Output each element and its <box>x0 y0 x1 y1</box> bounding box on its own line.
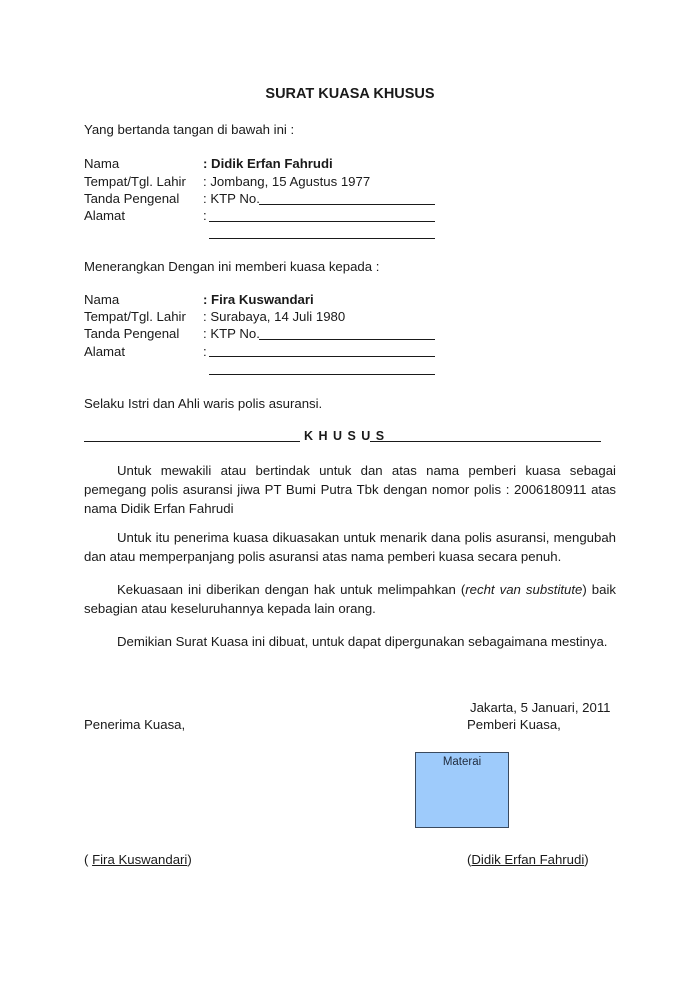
divider-label: K H U S U S <box>304 429 386 443</box>
grantee-signature-label: Penerima Kuasa, <box>84 717 186 732</box>
paragraph-4 <box>84 632 616 651</box>
grantor-id-blank[interactable] <box>259 204 435 205</box>
grantor-signature-name <box>467 851 589 868</box>
stamp-box <box>415 752 509 828</box>
grantee-id-label: Tanda Pengenal <box>84 326 180 341</box>
grantee-birth-label: Tempat/Tgl. Lahir <box>84 309 186 324</box>
grantee-address-colon: : <box>203 344 207 359</box>
grantor-birth-value: : Jombang, 15 Agustus 1977 <box>203 174 371 189</box>
grantor-id-label: Tanda Pengenal <box>84 191 180 206</box>
grantor-birth-label: Tempat/Tgl. Lahir <box>84 174 186 189</box>
grantee-address-label: Alamat <box>84 344 126 359</box>
grantee-name-value: : Fira Kuswandari <box>203 292 314 307</box>
grantor-name-label: Nama <box>84 156 120 171</box>
grantor-name-underlined: Didik Erfan Fahrudi <box>471 852 585 867</box>
grantor-address-blank-1[interactable] <box>209 221 435 222</box>
divider-line-right <box>370 441 601 442</box>
paragraph-2 <box>84 528 616 566</box>
grantee-name-underlined: Fira Kuswandari <box>92 852 188 867</box>
stamp-label: Materai <box>442 756 482 768</box>
grantee-id-value: : KTP No. <box>203 326 260 341</box>
grantor-address-colon: : <box>203 208 207 223</box>
document-title: SURAT KUASA KHUSUS <box>265 86 435 102</box>
grantee-signature-name <box>84 851 192 868</box>
paragraph-1 <box>84 461 616 518</box>
divider-line-left <box>84 441 300 442</box>
grantee-id-blank[interactable] <box>259 339 435 340</box>
grantor-address-blank-2[interactable] <box>209 238 435 239</box>
paren-close: ) <box>584 852 589 867</box>
place-date: Jakarta, 5 Januari, 2011 <box>470 700 611 715</box>
grantee-name-label: Nama <box>84 292 120 307</box>
grantee-address-blank-2[interactable] <box>209 374 435 375</box>
paragraph-3-text-before: Kekuasaan ini diberikan dengan hak untuk melimpahkan ( <box>117 582 466 597</box>
middle-intro-text: Menerangkan Dengan ini memberi kuasa kepada : <box>84 259 380 274</box>
paren-close: ) <box>187 852 192 867</box>
paren-open: ( <box>84 852 93 867</box>
grantor-signature-label: Pemberi Kuasa, <box>467 717 561 732</box>
grantor-address-label: Alamat <box>84 208 126 223</box>
paren-open: ( <box>467 852 472 867</box>
grantor-name-value: : Didik Erfan Fahrudi <box>203 156 333 171</box>
relation-text: Selaku Istri dan Ahli waris polis asuransi. <box>84 396 323 411</box>
paragraph-3-text-after: ) baik sebagian atau keseluruhannya kepada lain orang. <box>84 582 616 616</box>
paragraph-4-text: Demikian Surat Kuasa ini dibuat, untuk dapat dipergunakan sebagaimana mestinya. <box>117 634 608 649</box>
paragraph-2-text: Untuk itu penerima kuasa dikuasakan untuk menarik dana polis asuransi, mengubah dan atau memperpanjang polis asuransi atas nama pemberi kuasa secara penuh. <box>84 530 616 564</box>
paragraph-1-text: Untuk mewakili atau bertindak untuk dan atas nama pemberi kuasa sebagai pemegang polis asuransi jiwa PT Bumi Putra Tbk dengan nomor polis : 2006180911 atas nama Didik Erfan Fahrudi <box>84 463 616 516</box>
paragraph-3 <box>84 580 616 618</box>
paragraph-3-italic: recht van substitute <box>465 582 583 597</box>
grantee-birth-value: : Surabaya, 14 Juli 1980 <box>203 309 346 324</box>
grantee-address-blank-1[interactable] <box>209 356 435 357</box>
grantor-id-value: : KTP No. <box>203 191 260 206</box>
intro-text: Yang bertanda tangan di bawah ini : <box>84 122 295 137</box>
